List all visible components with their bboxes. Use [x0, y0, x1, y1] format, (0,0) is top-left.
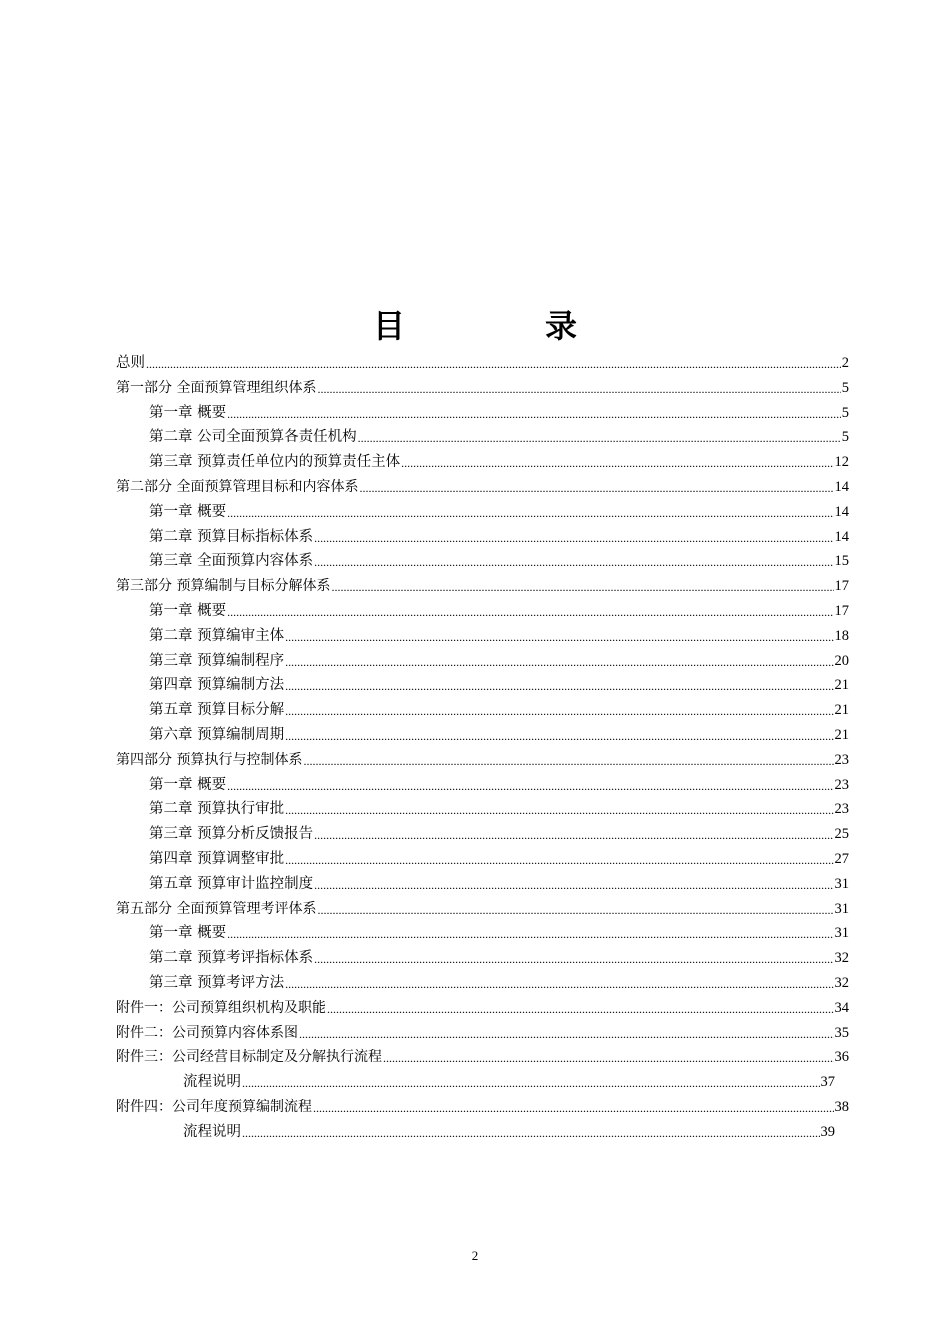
- toc-entry-part[interactable]: [116, 573, 849, 595]
- dot-leader: [317, 381, 840, 397]
- toc-entry-page: 32: [834, 975, 849, 991]
- dot-leader: [285, 703, 833, 719]
- toc-entry-label: 第一章 概要: [149, 503, 227, 520]
- page-number: 2: [471, 1248, 479, 1263]
- toc-entry-page: 23: [834, 776, 849, 793]
- dot-leader: [314, 877, 833, 893]
- toc-entry-label: 第二章 预算执行审批: [149, 801, 285, 818]
- toc-entry-chapter[interactable]: [149, 548, 849, 570]
- dot-leader: [285, 629, 833, 645]
- toc-entry-part[interactable]: [116, 350, 849, 372]
- toc-entry-page: 32: [834, 950, 849, 967]
- toc-entry-page: 21: [834, 702, 849, 719]
- toc-entry-label: 附件一：公司预算组织机构及职能: [116, 999, 326, 1016]
- toc-entry-page: 5: [841, 379, 849, 396]
- dot-leader: [317, 902, 833, 918]
- dot-leader: [314, 827, 833, 843]
- toc-entry-label: 第三章 预算编制程序: [149, 652, 285, 669]
- toc-entry-page: 5: [841, 404, 849, 421]
- toc-entry-part[interactable]: [116, 375, 849, 397]
- toc-entry-page: 23: [834, 751, 849, 768]
- toc-entry-label: 第五章 预算审计监控制度: [149, 875, 314, 892]
- dot-leader: [401, 455, 833, 471]
- toc-entry-page: 31: [834, 925, 849, 942]
- toc-entry-label: 第三章 预算分析反馈报告: [149, 826, 314, 843]
- dot-leader: [242, 1075, 820, 1091]
- toc-entry-label: 附件四：公司年度预算编制流程: [116, 1099, 312, 1115]
- toc-entry-label: 第三章 预算考评方法: [149, 975, 285, 991]
- toc-entry-label: 第二章 公司全面预算各责任机构: [149, 429, 357, 446]
- dot-leader: [314, 554, 833, 570]
- dot-leader: [331, 579, 833, 595]
- toc-entry-label: 第四部分 预算执行与控制体系: [116, 751, 303, 768]
- toc-entry-chapter[interactable]: [149, 449, 849, 471]
- dot-leader: [314, 951, 833, 967]
- dot-leader: [227, 604, 833, 620]
- dot-leader: [285, 802, 833, 818]
- toc-entry-page: 5: [841, 429, 849, 446]
- dot-leader: [358, 430, 841, 446]
- toc-entry-page: 35: [834, 1024, 849, 1041]
- toc-entry-part[interactable]: [116, 1044, 849, 1066]
- dot-leader: [227, 406, 841, 422]
- toc-entry-chapter[interactable]: [149, 772, 849, 794]
- dot-leader: [285, 852, 833, 868]
- toc-entry-label: 第三部分 预算编制与目标分解体系: [116, 578, 331, 595]
- toc-entry-page: 21: [834, 677, 849, 694]
- toc-entry-part[interactable]: [116, 1094, 849, 1116]
- toc-entry-chapter[interactable]: [183, 1119, 835, 1141]
- toc-entry-page: 27: [834, 851, 849, 867]
- toc-entry-chapter[interactable]: [149, 598, 849, 620]
- toc-entry-label: 第一章 概要: [149, 925, 227, 942]
- toc-entry-chapter[interactable]: [149, 648, 849, 670]
- toc-entry-page: 39: [820, 1123, 835, 1140]
- toc-entry-page: 21: [834, 727, 849, 743]
- toc-entry-label: 流程说明: [183, 1074, 241, 1091]
- toc-entry-page: 25: [834, 826, 849, 843]
- toc-entry-page: 23: [834, 801, 849, 818]
- toc-entry-chapter[interactable]: [149, 796, 849, 818]
- toc-entry-chapter[interactable]: [149, 722, 849, 744]
- dot-leader: [327, 1001, 834, 1017]
- toc-entry-page: 17: [834, 578, 849, 595]
- toc-entry-chapter[interactable]: [149, 623, 849, 645]
- toc-entry-page: 2: [841, 355, 849, 371]
- toc-entry-page: 38: [834, 1099, 849, 1115]
- toc-entry-chapter[interactable]: [149, 970, 849, 992]
- toc-entry-page: 31: [834, 900, 849, 917]
- toc-entry-page: 37: [820, 1074, 835, 1091]
- toc-entry-label: 第二部分 全面预算管理目标和内容体系: [116, 479, 359, 495]
- toc-entry-chapter[interactable]: [149, 945, 849, 967]
- dot-leader: [359, 480, 833, 496]
- dot-leader: [227, 505, 833, 521]
- toc-entry-label: 第四章 预算调整审批: [149, 851, 285, 867]
- dot-leader: [285, 654, 833, 670]
- toc-entry-label: 第二章 预算编审主体: [149, 627, 285, 644]
- toc-entry-chapter[interactable]: [149, 524, 849, 546]
- toc-entry-chapter[interactable]: [149, 499, 849, 521]
- toc-entry-label: 第二章 预算目标指标体系: [149, 528, 314, 545]
- toc-entry-label: 第五章 预算目标分解: [149, 702, 285, 719]
- toc-entry-page: 15: [834, 553, 849, 570]
- toc-entry-label: 第三章 预算责任单位内的预算责任主体: [149, 454, 401, 471]
- toc-entry-page: 17: [834, 603, 849, 619]
- toc-entry-chapter[interactable]: [149, 672, 849, 694]
- toc-entry-label: 附件三：公司经营目标制定及分解执行流程: [116, 1049, 382, 1066]
- toc-entry-page: 12: [834, 454, 849, 471]
- dot-leader: [313, 1100, 834, 1116]
- toc-entry-chapter[interactable]: [149, 400, 849, 422]
- toc-entry-label: 第二章 预算考评指标体系: [149, 950, 314, 967]
- toc-entry-label: 第一章 概要: [149, 404, 227, 421]
- toc-entry-label: 流程说明: [183, 1123, 241, 1140]
- toc-entry-part[interactable]: [116, 995, 849, 1017]
- toc-entry-label: 总则: [116, 355, 145, 371]
- dot-leader: [285, 976, 833, 992]
- toc-entry-page: 34: [834, 999, 849, 1016]
- dot-leader: [285, 678, 833, 694]
- toc-entry-label: 第一章 概要: [149, 603, 227, 619]
- toc-entry-label: 第一部分 全面预算管理组织体系: [116, 379, 317, 396]
- toc-entry-chapter[interactable]: [183, 1069, 835, 1091]
- dot-leader: [285, 728, 833, 744]
- toc-entry-chapter[interactable]: [149, 871, 849, 893]
- dot-leader: [227, 926, 833, 942]
- toc-entry-chapter[interactable]: [149, 846, 849, 868]
- toc-entry-page: 14: [834, 479, 849, 495]
- toc-entry-chapter[interactable]: [149, 821, 849, 843]
- toc-entry-chapter[interactable]: [149, 920, 849, 942]
- toc-entry-label: 第四章 预算编制方法: [149, 677, 285, 694]
- toc-entry-page: 14: [834, 528, 849, 545]
- toc-entry-part[interactable]: [116, 896, 849, 918]
- toc-entry-label: 第三章 全面预算内容体系: [149, 553, 314, 570]
- toc-entry-page: 18: [834, 627, 849, 644]
- toc-entry-page: 31: [834, 875, 849, 892]
- toc-entry-part[interactable]: [116, 1020, 849, 1042]
- toc-entry-label: 附件二：公司预算内容体系图: [116, 1024, 298, 1041]
- dot-leader: [242, 1125, 820, 1141]
- toc-entry-page: 36: [834, 1049, 849, 1066]
- toc-entry-chapter[interactable]: [149, 424, 849, 446]
- dot-leader: [299, 1026, 834, 1042]
- toc-entry-chapter[interactable]: [149, 697, 849, 719]
- toc-entry-label: 第六章 预算编制周期: [149, 727, 285, 743]
- dot-leader: [314, 530, 833, 546]
- dot-leader: [383, 1050, 834, 1066]
- toc-title: 目 录: [372, 307, 631, 345]
- toc-entry-label: 第一章 概要: [149, 776, 227, 793]
- dot-leader: [227, 778, 833, 794]
- toc-entry-label: 第五部分 全面预算管理考评体系: [116, 900, 317, 917]
- dot-leader: [303, 753, 833, 769]
- toc-entry-part[interactable]: [116, 747, 849, 769]
- dot-leader: [146, 356, 841, 372]
- toc-entry-page: 14: [834, 503, 849, 520]
- toc-entry-part[interactable]: [116, 474, 849, 496]
- toc-entry-page: 20: [834, 652, 849, 669]
